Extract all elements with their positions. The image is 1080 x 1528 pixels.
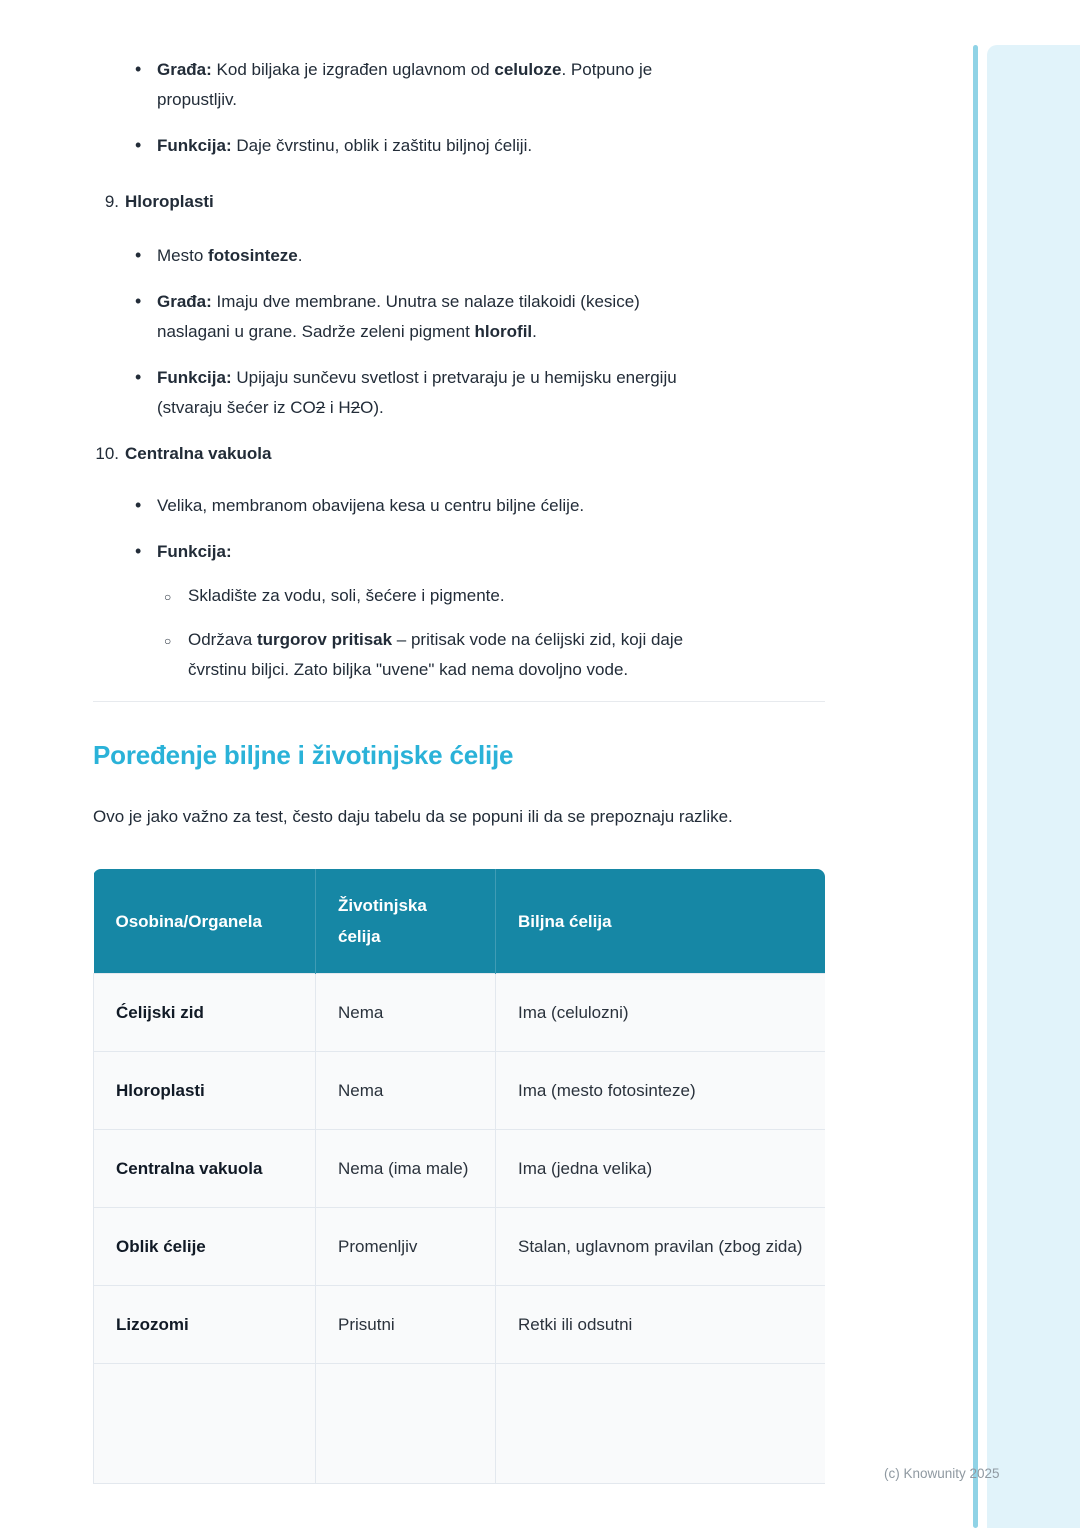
table-cell: Nema (ima male) <box>316 1130 496 1208</box>
list-item <box>93 537 825 685</box>
body-text: Kod biljaka je izgrađen uglavnom od <box>211 60 495 79</box>
list-item <box>93 287 825 347</box>
body-text: . <box>297 246 303 265</box>
table-cell: Oblik ćelije <box>94 1208 316 1286</box>
body-text: propustljiv. <box>157 90 237 109</box>
body-text: Skladište za vodu, soli, šećere i pigmente. <box>188 586 505 605</box>
body-text: Održava <box>188 630 257 649</box>
section-9-heading <box>93 187 825 217</box>
bullet-icon: • <box>135 495 142 515</box>
page-edge-accent-line <box>973 45 978 1528</box>
body-text: Mesto <box>157 246 209 265</box>
bullet-icon: • <box>135 541 142 561</box>
body-text: – pritisak vode na ćelijski zid, koji daje <box>392 630 684 649</box>
table-cell: Centralna vakuola <box>94 1130 316 1208</box>
bullet-icon: • <box>135 245 142 265</box>
bold-text: Građa: <box>157 292 212 311</box>
body-text: čvrstinu biljci. Zato biljka "uvene" kad nema dovoljno vode. <box>188 660 629 679</box>
list-item <box>93 491 825 521</box>
list-item <box>93 241 825 271</box>
bullet-icon: • <box>135 59 142 79</box>
bold-text: hlorofil <box>474 322 533 341</box>
strikethrough-text: 2 <box>315 398 326 417</box>
body-text: Daje čvrstinu, oblik i zaštitu biljnoj ćeliji. <box>231 136 533 155</box>
section-number: 10. <box>95 444 119 463</box>
list-item <box>93 363 825 423</box>
section-10-bullet-list <box>93 491 825 685</box>
comparison-table-wrap <box>93 869 825 1484</box>
bold-text: turgorov pritisak <box>256 630 393 649</box>
bold-text: Funkcija: <box>157 368 232 387</box>
list-item <box>93 55 825 115</box>
section-title: Centralna vakuola <box>125 444 272 463</box>
table-cell: Hloroplasti <box>94 1052 316 1130</box>
table-row <box>94 1052 826 1130</box>
circle-bullet-icon: ○ <box>164 634 172 648</box>
circle-bullet-icon: ○ <box>164 590 172 604</box>
table-cell: Nema <box>316 1052 496 1130</box>
table-cell: Stalan, uglavnom pravilan (zbog zida) <box>496 1208 826 1286</box>
section-number: 9. <box>104 192 119 211</box>
table-cell <box>94 1364 316 1484</box>
comparison-heading: Poređenje biljne i životinjske ćelije <box>93 740 514 770</box>
comparison-table <box>93 869 825 1484</box>
list-item <box>157 625 825 685</box>
table-header-row <box>94 869 826 974</box>
bold-text: fotosinteze <box>208 246 298 265</box>
table-cell: Ima (mesto fotosinteze) <box>496 1052 826 1130</box>
copyright-notice: (c) Knowunity 2025 <box>884 1466 1000 1481</box>
body-text: Imaju dve membrane. Unutra se nalaze tilakoidi (kesice) <box>211 292 640 311</box>
section-title: Hloroplasti <box>125 192 214 211</box>
comparison-intro-paragraph: Ovo je jako važno za test, često daju tabelu da se popuni ili da se prepoznaju razlike. <box>93 807 733 826</box>
body-text: Velika, membranom obavijena kesa u centru biljne ćelije. <box>157 496 585 515</box>
table-row <box>94 1364 826 1484</box>
list-item <box>157 581 825 611</box>
section-9-bullet-list <box>93 241 825 423</box>
table-cell: Ima (celulozni) <box>496 974 826 1052</box>
strikethrough-text: 2 <box>350 398 361 417</box>
body-text: (stvaraju šećer iz CO <box>157 398 316 417</box>
table-row <box>94 974 826 1052</box>
body-text: Upijaju sunčevu svetlost i pretvaraju je u hemijsku energiju <box>231 368 677 387</box>
table-cell: Ćelijski zid <box>94 974 316 1052</box>
table-row <box>94 1208 826 1286</box>
section-divider <box>93 701 825 702</box>
table-row <box>94 1130 826 1208</box>
body-text: naslagani u grane. Sadrže zeleni pigment <box>157 322 475 341</box>
bullet-icon: • <box>135 291 142 311</box>
bullet-icon: • <box>135 135 142 155</box>
sub-bullet-list <box>157 581 825 685</box>
bullet-icon: • <box>135 367 142 387</box>
body-text: O). <box>360 398 384 417</box>
body-text: i H <box>325 398 351 417</box>
table-cell: Nema <box>316 974 496 1052</box>
table-header-cell: Životinjska ćelija <box>316 869 496 974</box>
section-10-heading <box>93 439 825 469</box>
bold-text: Funkcija: <box>157 542 232 561</box>
table-row <box>94 1286 826 1364</box>
table-header-cell: Biljna ćelija <box>496 869 826 974</box>
table-header-cell: Osobina/Organela <box>94 869 316 974</box>
bold-text: Funkcija: <box>157 136 232 155</box>
body-text: . Potpuno je <box>561 60 653 79</box>
table-cell <box>496 1364 826 1484</box>
list-item <box>93 131 825 161</box>
table-cell: Prisutni <box>316 1286 496 1364</box>
table-cell <box>316 1364 496 1484</box>
bold-text: Građa: <box>157 60 212 79</box>
table-cell: Promenljiv <box>316 1208 496 1286</box>
table-cell: Ima (jedna velika) <box>496 1130 826 1208</box>
page-edge-panel <box>987 45 1080 1528</box>
table-cell: Retki ili odsutni <box>496 1286 826 1364</box>
content-column <box>93 0 825 1484</box>
bold-text: celuloze <box>494 60 562 79</box>
intro-bullet-list <box>93 55 825 161</box>
body-text: . <box>532 322 537 341</box>
table-cell: Lizozomi <box>94 1286 316 1364</box>
